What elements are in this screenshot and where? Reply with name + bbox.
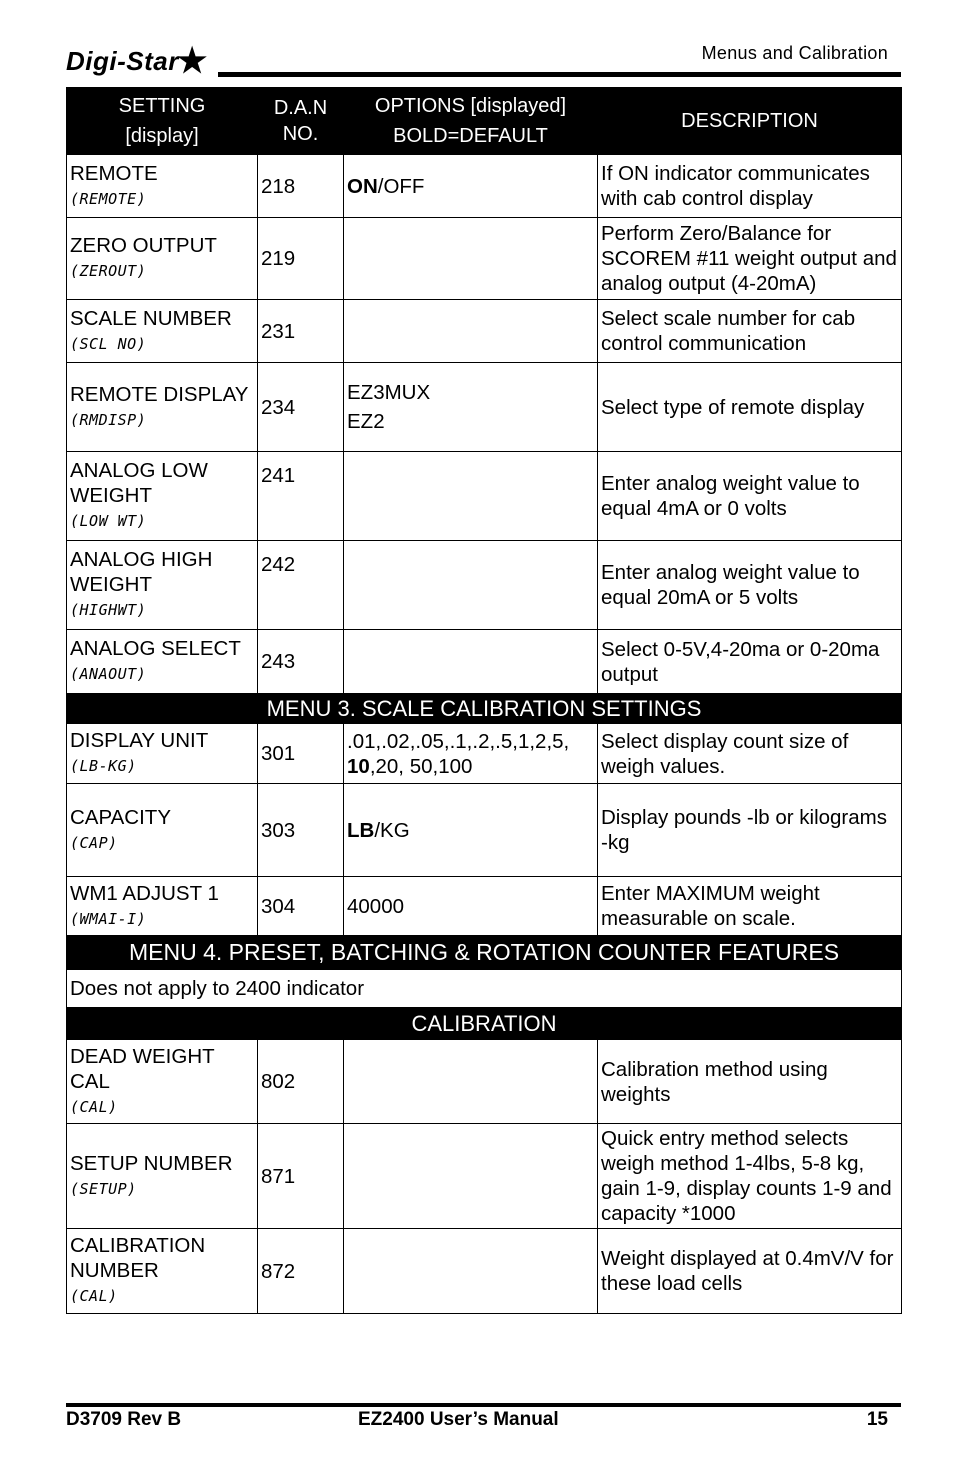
table-row: SCALE NUMBER (SCL NO) 231 Select scale number for cab control communication [67, 300, 902, 363]
manual-title: EZ2400 User’s Manual [358, 1409, 559, 1430]
doc-number: D3709 Rev B [66, 1409, 182, 1430]
col-dan: D.A.N NO. [258, 88, 344, 155]
table-row: WM1 ADJUST 1 (WMAI-I) 304 40000 Enter MAXIMUM weight measurable on scale. [67, 877, 902, 936]
table-row: DISPLAY UNIT (LB-KG) 301 .01,.02,.05,.1,.2,.5,1,2,5, 10,20, 50,100 Select display count size of weigh values. [67, 724, 902, 784]
table-row: ZERO OUTPUT (ZEROUT) 219 Perform Zero/Balance for SCOREM #11 weight output and analog output (4-20mA) [67, 218, 902, 300]
col-options: OPTIONS [displayed] BOLD=DEFAULT [344, 88, 598, 155]
col-description: DESCRIPTION [598, 88, 902, 155]
table-row: ANALOG SELECT (ANAOUT) 243 Select 0-5V,4-20ma or 0-20ma output [67, 630, 902, 694]
section-header-menu4: MENU 4. PRESET, BATCHING & ROTATION COUNTER FEATURES [67, 936, 902, 970]
col-setting: SETTING [display] [67, 88, 258, 155]
table-row: CAPACITY (CAP) 303 LB/KG Display pounds -lb or kilograms -kg [67, 784, 902, 877]
section-header-menu3: MENU 3. SCALE CALIBRATION SETTINGS [67, 694, 902, 724]
table-row: ANALOG LOW WEIGHT (LOW WT) 241 Enter analog weight value to equal 4mA or 0 volts [67, 452, 902, 541]
page-number: 15 [866, 1409, 888, 1430]
table-row: REMOTE (REMOTE) 218 ON/OFF If ON indicator communicates with cab control display [67, 155, 902, 218]
header-rule [218, 72, 901, 77]
table-row: DEAD WEIGHT CAL (CAL) 802 Calibration method using weights [67, 1040, 902, 1124]
section-header-calibration: CALIBRATION [67, 1008, 902, 1040]
table-row: Does not apply to 2400 indicator [67, 970, 902, 1008]
star-icon: ★ [176, 42, 208, 80]
table-row: REMOTE DISPLAY (RMDISP) 234 EZ3MUX EZ2 Select type of remote display [67, 363, 902, 452]
settings-table [66, 87, 902, 1314]
section-title: Menus and Calibration [701, 43, 888, 63]
table-row: CALIBRATION NUMBER (CAL) 872 Weight displayed at 0.4mV/V for these load cells [67, 1229, 902, 1314]
footer-rule [66, 1403, 901, 1407]
table-row: SETUP NUMBER (SETUP) 871 Quick entry method selects weigh method 1-4lbs, 5-8 kg, gain 1-9, display counts 1-9 and capacity *1000 [67, 1124, 902, 1229]
logo-text: Digi-Star [66, 45, 179, 76]
table-header-row [67, 88, 902, 155]
table-row: ANALOG HIGH WEIGHT (HIGHWT) 242 Enter analog weight value to equal 20mA or 5 volts [67, 541, 902, 630]
digi-star-logo [66, 44, 208, 78]
